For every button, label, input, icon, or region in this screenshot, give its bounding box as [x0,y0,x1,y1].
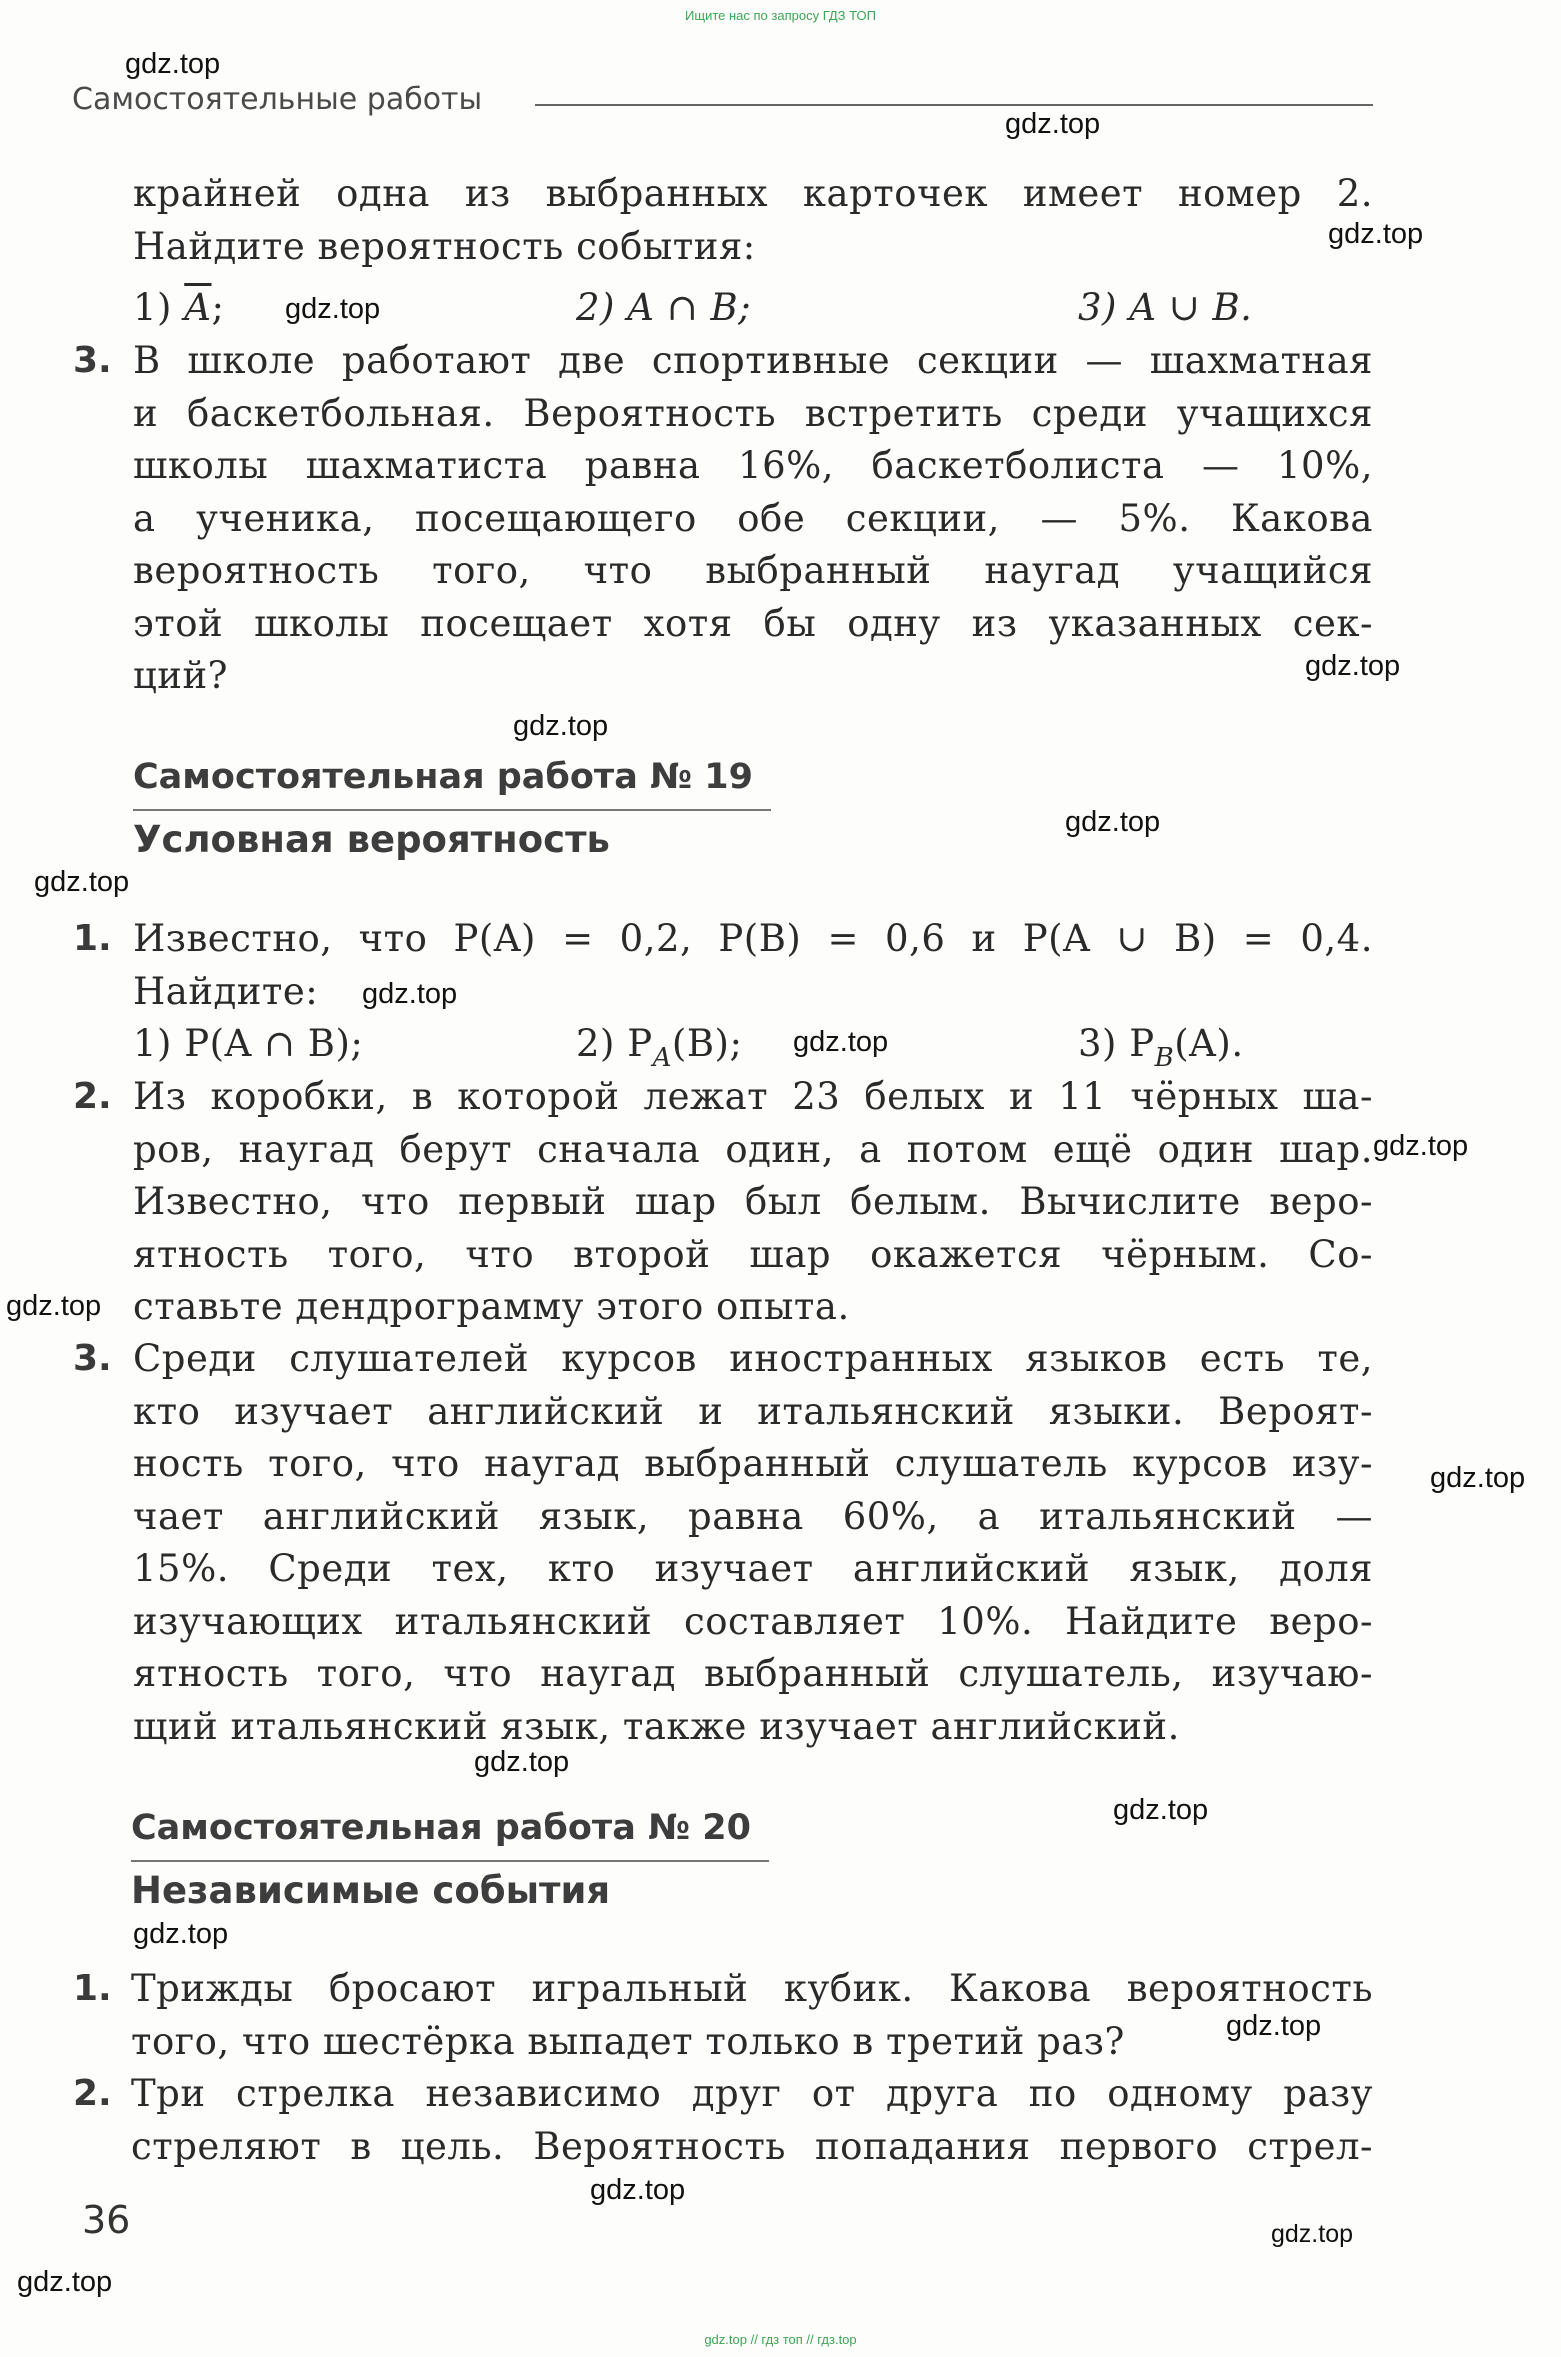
option-variable: $\overline{A}$ [184,286,212,329]
text-line: Известно, что первый шар был белым. Вычислите веро- [133,1180,1373,1223]
option-prefix: 1) [133,286,172,329]
task-2-text [133,1071,1373,1334]
text-line: Известно, что P(A) = 0,2, P(B) = 0,6 и P(A ∪ B) = 0,4. [133,917,1373,960]
section-subtitle: Условная вероятность [133,818,610,861]
text-line: того, что шестёрка выпадет только в третий раз? [131,2019,1125,2063]
text-line: кто изучает английский и итальянский языки. Вероят- [133,1389,1373,1433]
section-title: Самостоятельная работа № 19 [133,757,754,797]
text-line: ятность того, что второй шар окажется чёрным. Со- [133,1232,1373,1276]
bottom-banner: gdz.top // гдз топ // гдз.top [704,2332,857,2347]
text-line: и баскетбольная. Вероятность встретить среди учащихся [133,391,1373,435]
text-line: Из коробки, в которой лежат 23 белых и 11 чёрных ша- [133,1075,1373,1118]
option-suffix: (A). [1174,1022,1244,1065]
watermark: gdz.top [513,710,609,742]
task-3-text [133,1333,1373,1753]
event-option-3: 3) A ∪ B. [1078,286,1253,329]
watermark: gdz.top [125,48,221,80]
task2-continuation [133,168,1373,273]
text-line: щий итальянский язык, также изучает английский. [133,1704,1180,1748]
watermark: gdz.top [474,1746,570,1778]
watermark: gdz.top [1005,108,1101,140]
text-line: чает английский язык, равна 60%, а итальянский — [133,1494,1373,1538]
text-line: Найдите вероятность события: [133,224,756,268]
text-line: стреляют в цель. Вероятность попадания первого стрел- [131,2124,1373,2168]
task-2-text [131,2068,1373,2173]
watermark: gdz.top [6,1290,102,1322]
text-line: Найдите: [133,969,319,1013]
section-title: Самостоятельная работа № 20 [131,1808,752,1848]
watermark: gdz.top [1305,650,1401,682]
text-line: ров, наугад берут сначала один, а потом ещё один шар. [133,1127,1373,1171]
text-line: вероятность того, что выбранный наугад учащийся [133,549,1373,592]
watermark: gdz.top [590,2174,686,2206]
watermark: gdz.top [17,2266,113,2298]
text-line: 15%. Среди тех, кто изучает английский язык, доля [133,1547,1373,1590]
option-suffix: ; [211,286,225,329]
watermark: gdz.top [34,866,130,898]
watermark: gdz.top [1226,2010,1322,2042]
event-option-2: 2) A ∩ B; [576,286,752,329]
task-1-text [133,913,1373,1018]
task-1-text [131,1963,1373,2068]
text-line: этой школы посещает хотя бы одну из указанных сек- [133,601,1373,645]
text-line: ций? [133,654,228,697]
text-line: Трижды бросают игральный кубик. Какова вероятность [131,1967,1373,2010]
task-number: 1. [73,1968,112,2009]
find-option-1: 1) P(A ∩ B); [133,1022,364,1065]
watermark: gdz.top [793,1026,889,1058]
running-head: Самостоятельные работы [72,82,483,117]
text-line: ятность того, что наугад выбранный слушатель, изучаю- [133,1652,1373,1695]
task-number: 3. [73,1338,112,1379]
watermark: gdz.top [1113,1794,1209,1826]
text-line: ставьте дендрограмму этого опыта. [133,1285,850,1328]
text-line: крайней одна из выбранных карточек имеет номер 2. [133,172,1373,215]
event-option-1 [133,282,224,335]
section-title-rule [131,1860,769,1862]
watermark: gdz.top [133,1918,229,1950]
option-prefix: 3) P [1078,1022,1155,1065]
option-suffix: (B); [671,1022,743,1065]
task-number: 3. [73,340,112,381]
option-prefix: 2) P [576,1022,653,1065]
section-subtitle: Независимые события [131,1869,611,1912]
section-title-rule [133,809,771,811]
task-3-text [133,335,1373,703]
watermark: gdz.top [1271,2220,1354,2248]
watermark: gdz.top [1373,1130,1469,1162]
watermark: gdz.top [1430,1462,1526,1494]
text-line: школы шахматиста равна 16%, баскетболиста — 10%, [133,444,1373,487]
task-number: 1. [73,918,112,959]
watermark: gdz.top [1328,218,1424,250]
top-banner: Ищите нас по запросу ГДЗ ТОП [685,8,876,23]
page-number: 36 [82,2198,131,2242]
running-head-rule [535,104,1373,106]
option-subscript: B [1154,1043,1175,1073]
task-number: 2. [73,2073,112,2114]
text-line: ность того, что наугад выбранный слушатель курсов изу- [133,1442,1373,1485]
text-line: изучающих итальянский составляет 10%. Найдите веро- [133,1599,1373,1643]
text-line: а ученика, посещающего обе секции, — 5%. Какова [133,496,1373,540]
option-subscript: A [652,1043,672,1073]
task-number: 2. [73,1076,112,1117]
text-line: Три стрелка независимо друг от друга по одному разу [131,2072,1373,2115]
watermark: gdz.top [362,978,458,1010]
watermark: gdz.top [285,293,381,325]
text-line: Среди слушателей курсов иностранных языков есть те, [133,1337,1373,1380]
text-line: В школе работают две спортивные секции — шахматная [133,339,1373,382]
watermark: gdz.top [1065,806,1161,838]
